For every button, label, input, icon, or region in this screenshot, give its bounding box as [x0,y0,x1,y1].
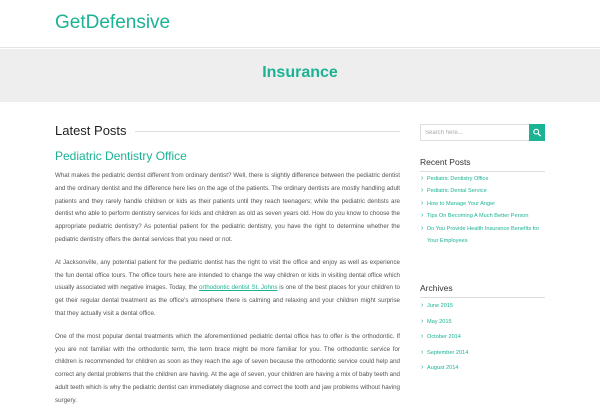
recent-posts-list [420,173,545,248]
archive-link[interactable]: May 2015 [427,318,452,325]
sidebar [420,102,545,400]
archive-item [420,331,545,343]
site-header [0,0,600,48]
archive-item [420,347,545,359]
paragraph-text: is one of the best places for your children to get their regular dental treatment as the office's atmosphere there is calming and relaxing and your children might surprise that they actually visit a dental office. [55,284,400,317]
search-input[interactable] [420,124,530,141]
archive-link[interactable]: August 2014 [427,365,459,372]
recent-post-link[interactable]: Pediatric Dentistry Office [427,176,489,182]
paragraph-text: At Jacksonville, any potential patient for the pediatric dentist has the right to visit the office and enjoy as well as experience the fun dental office tours. The office tours here are intended to change the way children or kids in visiting dental office which usually associated with negative images. Today, the [55,258,400,292]
section-heading-divider [135,131,400,132]
recent-post-item [420,223,545,249]
archive-link[interactable]: October 2014 [427,334,461,341]
recent-post-item [420,185,545,197]
widget-divider [420,297,545,298]
widget-divider [420,171,545,172]
search-form [420,124,545,141]
page-title: Insurance [262,64,338,81]
section-heading [55,123,400,139]
post-paragraph: One of the most popular dental treatments which the aforementioned pediatric dental office has to offer is the orthodontic. If you are not familiar with the orthodontic term, the term brace might be more familiar for you. The orthodontic service for children is recommended for children as soon as they reach the age of seven because the orthodontic service could help and correct any dental problems that the children are having. At the age of seven, your children are having a mix of baby teeth and adult teeth which is why the pediatric dentist can immediately diagnose and correct the tooth and jaw problems without having surgery. [55,332,400,404]
recent-post-link[interactable]: How to Manage Your Anger [427,200,496,207]
archive-item [420,316,545,328]
search-button[interactable] [529,124,545,141]
page-banner [0,49,600,102]
post-title-link[interactable]: Pediatric Dentistry Office [55,149,187,163]
recent-post-item [420,173,545,185]
recent-post-link[interactable]: Tips On Becoming A Much Better Person [427,213,529,220]
orthodontic-dentist-link[interactable]: orthodontic dentist St. Johns [199,284,278,292]
archive-item [420,300,545,312]
recent-post-link[interactable]: Pediatric Dental Service [427,188,487,195]
archive-link[interactable]: September 2014 [427,349,469,356]
archive-item [420,362,545,374]
search-icon [533,128,541,137]
archives-title: Archives [420,283,453,293]
recent-posts-title: Recent Posts [420,157,471,167]
post-paragraph: What makes the pediatric dentist different from ordinary dentist? Well, there is slightly difference between the pediatric dentist and the ordinary dentist and the difference here lies on the age of the patients. The ordinary dentists are mostly handling adult patients and they rarely handle children or kids as their patients until they reach teenagers; while the pediatric dentists are dentist who able to perform dentistry services for kids and children as old as seven years old. How do you know to choose the appropriate pediatric dentistry? As potential patient for the pediatric dentistry, you have the right to determine whether the pediatric dentistry offers the dental services that you need or not. [55,172,400,243]
archive-link[interactable]: June 2015 [427,303,454,309]
main-content [55,102,400,404]
post-body [55,170,400,418]
post-paragraph [55,257,400,321]
recent-post-item [420,198,545,210]
site-title-link[interactable]: GetDefensive [55,12,171,33]
latest-posts-heading: Latest Posts [55,123,135,138]
recent-post-item [420,210,545,222]
archive-list [420,300,545,375]
recent-post-link[interactable]: Do You Provide Health Insurance Benefits for Your Employees [427,225,540,245]
